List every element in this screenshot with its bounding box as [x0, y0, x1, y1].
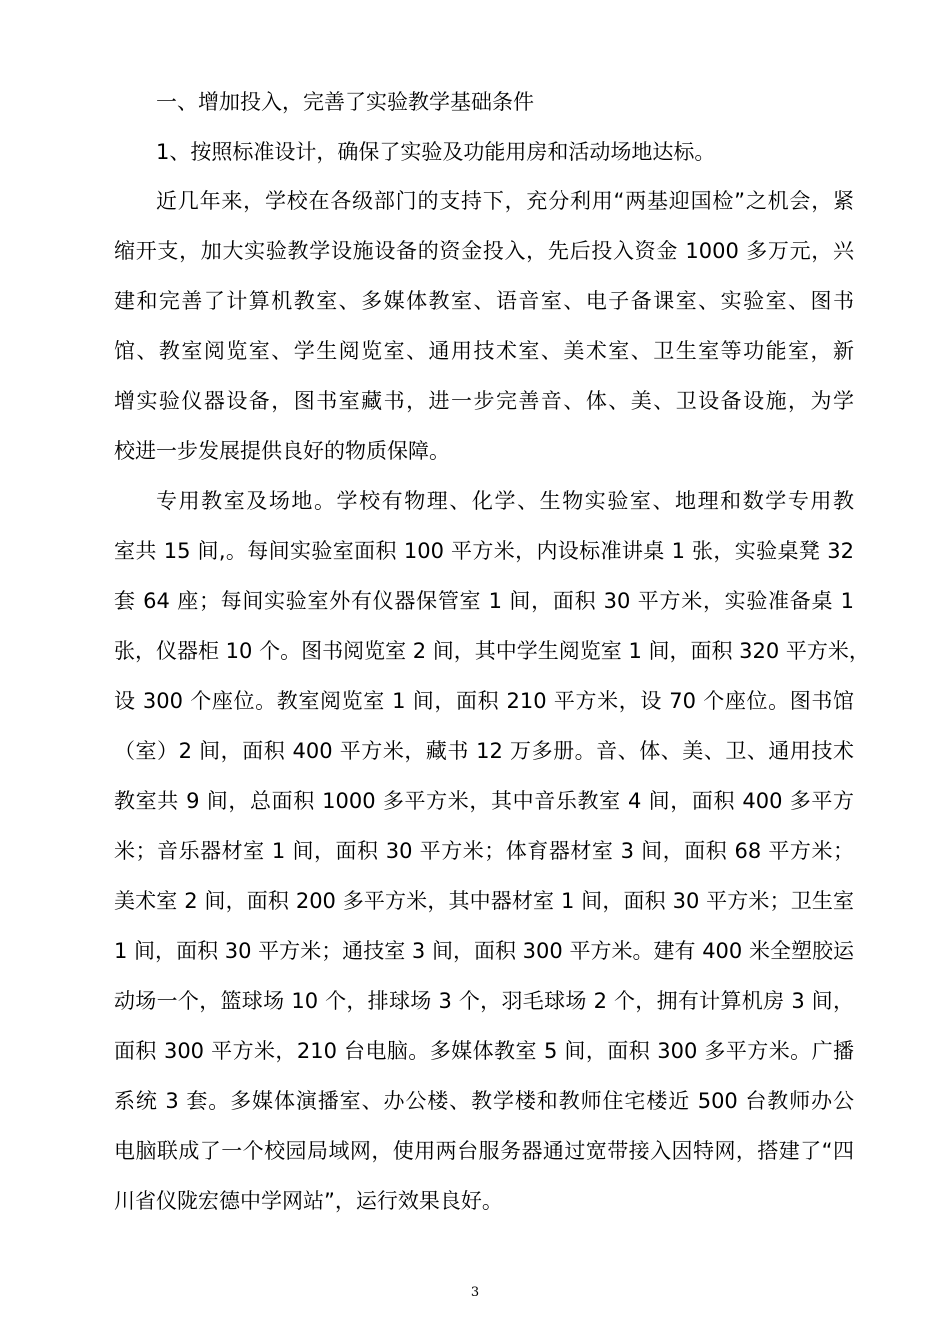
subsection-heading-text: 1、按照标准设计，确保了实验及功能用房和活动场地达标。	[156, 140, 716, 164]
section-heading	[0, 88, 950, 138]
paragraph-2-text: 面积 300 平方米，210 台电脑。多媒体教室 5 间，面积 300 多平方米。广播	[114, 1039, 854, 1063]
paragraph-2-text: 专用教室及场地。学校有物理、化学、生物实验室、地理和数学专用教	[156, 489, 854, 513]
paragraph-1-line	[0, 187, 950, 237]
paragraph-2-line	[0, 837, 950, 887]
paragraph-2-text: 电脑联成了一个校园局域网，使用两台服务器通过宽带接入因特网，搭建了“四	[114, 1139, 854, 1163]
paragraph-2-text: 系统 3 套。多媒体演播室、办公楼、教学楼和教师住宅楼近 500 台教师办公	[114, 1089, 854, 1113]
paragraph-2-text: 美术室 2 间，面积 200 多平方米，其中器材室 1 间，面积 30 平方米；卫生室	[114, 889, 854, 913]
paragraph-2-text: 动场一个，篮球场 10 个，排球场 3 个，羽毛球场 2 个，拥有计算机房 3 间，	[114, 989, 854, 1013]
paragraph-2-text: 套 64 座；每间实验室外有仪器保管室 1 间，面积 30 平方米，实验准备桌 1	[114, 589, 854, 613]
paragraph-2-text: （室）2 间，面积 400 平方米，藏书 12 万多册。音、体、美、卫、通用技术	[114, 739, 854, 763]
paragraph-1-line	[0, 437, 950, 487]
paragraph-2-text: 1 间，面积 30 平方米；通技室 3 间，面积 300 平方米。建有 400 米全塑胶运	[114, 939, 854, 963]
paragraph-1-text: 增实验仪器设备，图书室藏书，进一步完善音、体、美、卫设备设施，为学	[114, 389, 854, 413]
paragraph-2-text: 教室共 9 间，总面积 1000 多平方米，其中音乐教室 4 间，面积 400 多平方	[114, 789, 854, 813]
paragraph-2-text: 川省仪陇宏德中学网站”，运行效果良好。	[114, 1189, 503, 1213]
paragraph-2-text: 设 300 个座位。教室阅览室 1 间，面积 210 平方米，设 70 个座位。图书馆	[114, 689, 854, 713]
paragraph-2-line	[0, 1087, 950, 1137]
paragraph-2-text: 室共 15 间,。每间实验室面积 100 平方米，内设标准讲桌 1 张，实验桌凳 32	[114, 539, 854, 563]
paragraph-2-text: 米；音乐器材室 1 间，面积 30 平方米；体育器材室 3 间，面积 68 平方米；	[114, 839, 854, 863]
paragraph-2-line	[0, 537, 950, 587]
paragraph-2-line	[0, 737, 950, 787]
paragraph-2-text: 张，仪器柜 10 个。图书阅览室 2 间，其中学生阅览室 1 间，面积 320 平方米，	[114, 639, 870, 663]
paragraph-1-text: 校进一步发展提供良好的物质保障。	[114, 439, 450, 463]
paragraph-2-line	[0, 487, 950, 537]
paragraph-2-line	[0, 787, 950, 837]
paragraph-2-line	[0, 937, 950, 987]
paragraph-1-text: 建和完善了计算机教室、多媒体教室、语音室、电子备课室、实验室、图书	[114, 289, 854, 313]
paragraph-1-text: 近几年来，学校在各级部门的支持下，充分利用“两基迎国检”之机会，紧	[156, 189, 854, 213]
paragraph-1-text: 缩开支，加大实验教学设施设备的资金投入，先后投入资金 1000 多万元，兴	[114, 239, 854, 263]
paragraph-2-line	[0, 1037, 950, 1087]
section-heading-text: 一、增加投入，完善了实验教学基础条件	[156, 90, 534, 114]
paragraph-1-line	[0, 287, 950, 337]
paragraph-1-text: 馆、教室阅览室、学生阅览室、通用技术室、美术室、卫生室等功能室，新	[114, 339, 854, 363]
page-number: 3	[470, 1285, 480, 1300]
subsection-heading	[0, 138, 950, 188]
paragraph-1-line	[0, 337, 950, 387]
paragraph-2-line	[0, 1187, 950, 1237]
paragraph-1-line	[0, 237, 950, 287]
paragraph-2-line	[0, 687, 950, 737]
paragraph-2-line	[0, 887, 950, 937]
paragraph-2-line	[0, 587, 950, 637]
paragraph-1-line	[0, 387, 950, 437]
paragraph-2-line	[0, 987, 950, 1037]
paragraph-2-line	[0, 637, 950, 687]
paragraph-2-line	[0, 1137, 950, 1187]
